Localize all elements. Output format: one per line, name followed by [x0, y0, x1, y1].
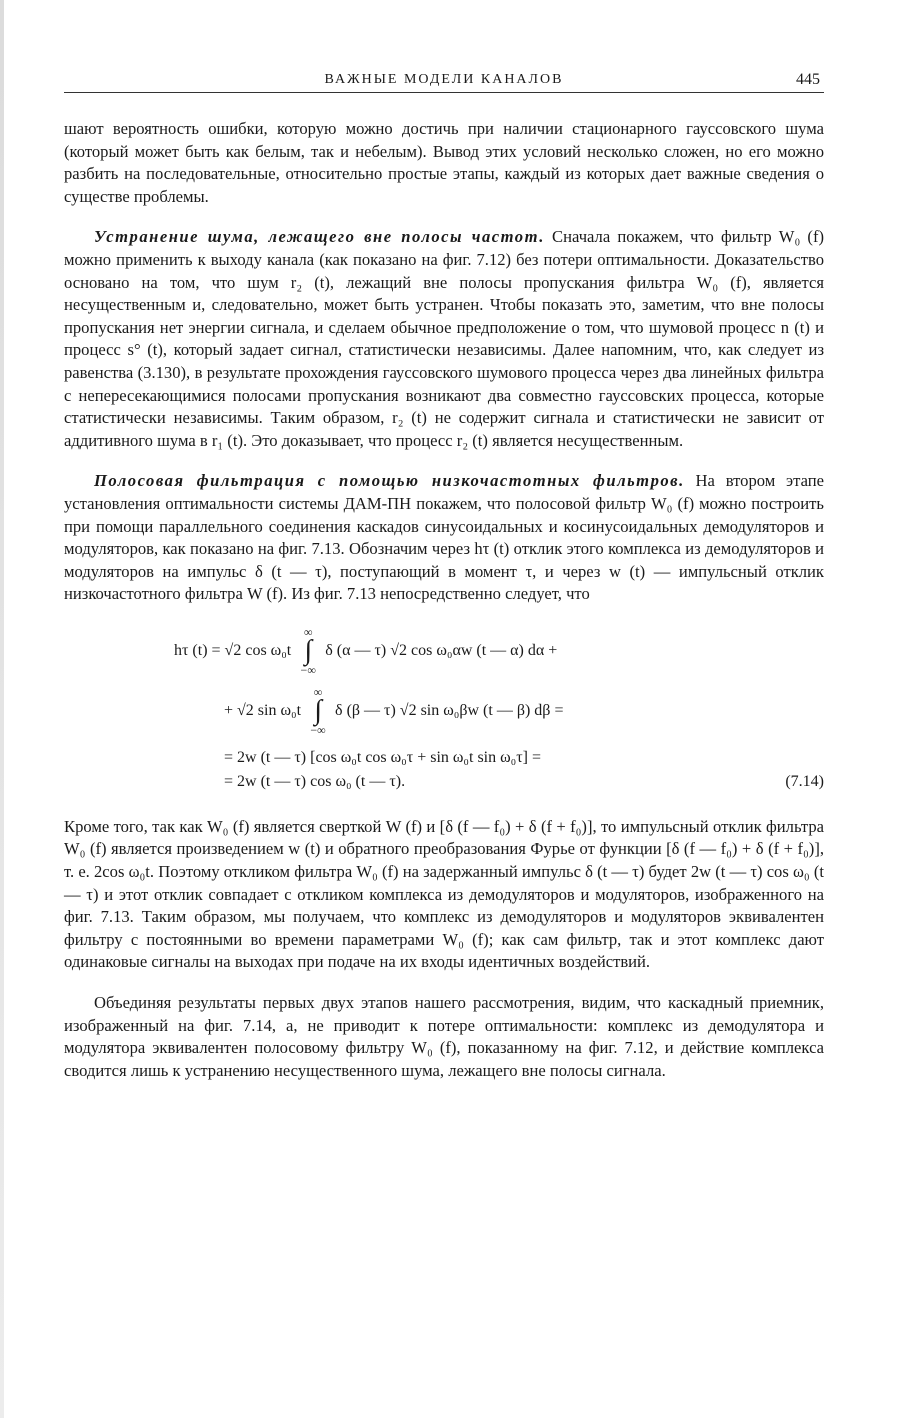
formula-line-2 [64, 686, 824, 736]
scan-edge-shade [0, 0, 4, 1418]
running-title: ВАЖНЫЕ МОДЕЛИ КАНАЛОВ [324, 72, 564, 87]
equation-7-14 [64, 626, 824, 794]
formula-line-4 [64, 770, 824, 794]
integral-lower-limit: −∞ [310, 722, 326, 737]
integral-sign [295, 626, 321, 676]
runin-heading-noise-removal: Устранение шума, лежащего вне полосы частот. [94, 227, 545, 247]
paragraph-continuation: шают вероятность ошибки, которую можно достичь при наличии стационарного гауссовского шума (который может быть как белым, так и небелым). Вывод этих условий несколько сложен, но его можно разбить на последовательные, относительно простые этапы, каждый из которых дает важные сведения о существе проблемы. [64, 119, 824, 206]
integral-upper-limit: ∞ [303, 624, 313, 639]
paragraph-conclusion: Объединяя результаты первых двух этапов нашего рассмотрения, видим, что каскадный приемник, изображенный на фиг. 7.14, а, не приводит к потере оптимальности: комплекс из демодулятора и модулятора эквивалентен полосовому фильтру W₀ (f), показанному на фиг. 7.12, и действие комплекса сводится лишь к устранению несущественного шума, лежащего вне полосы сигнала. [64, 993, 824, 1080]
formula-result: = 2w (t — τ) cos ω₀ (t — τ). [224, 772, 406, 790]
paragraph-bandpass-filtering [64, 470, 824, 606]
formula-line-3: = 2w (t — τ) [cos ω₀t cos ω₀τ + sin ω₀t sin ω₀τ] = [224, 748, 541, 766]
integral-symbol: ∫ [304, 634, 313, 666]
paragraph-convolution: Кроме того, так как W₀ (f) является сверткой W (f) и [δ (f — f₀) + δ (f + f₀)], то импульсный отклик фильтра W₀ (f) является произведением w (t) и обратного преобразования Фурье от функции [δ (f — f₀) + δ (f + f₀)], т. е. 2cos ω₀t. Поэтому откликом фильтра W₀ (f) на задержанный импульс δ (t — τ) будет 2w (t — τ) cos ω₀ (t — τ) и этот отклик совпадает с откликом комплекса из демодуляторов и модуляторов, изображенного на фиг. 7.13. Таким образом, мы получаем, что комплекс из демодуляторов и модуляторов эквивалентен фильтру с постоянными во времени параметрами W₀ (f); как сам фильтр, так и этот комплекс дают одинаковые сигналы на выходах при подаче на их входы идентичных воздействий. [64, 816, 824, 972]
integral-upper-limit: ∞ [313, 684, 323, 699]
formula-lhs: hτ (t) = √2 cos ω₀t [174, 641, 292, 659]
page-number: 445 [796, 71, 820, 88]
equation-number: (7.14) [785, 772, 824, 790]
formula-lhs: + √2 sin ω₀t [224, 701, 302, 719]
formula-integrand: δ (α — τ) √2 cos ω₀αw (t — α) dα + [325, 641, 558, 659]
formula-integrand: δ (β — τ) √2 sin ω₀βw (t — β) dβ = [335, 701, 564, 719]
formula-line-1 [64, 626, 824, 676]
paragraph-text: На втором этапе установления оптимальности системы ДАМ-ПН покажем, что полосовой фильтр W₀ (f) можно построить при помощи параллельного соединения каскадов синусоидальных и косинусоидальных демодуляторов и модуляторов, как показано на фиг. 7.13. Обозначим через hτ (t) отклик этого комплекса из демодуляторов и модуляторов на импульс δ (t — τ), поступающий в момент τ, и через w (t) — импульсный отклик низкочастотного фильтра W (f). Из фиг. 7.13 непосредственно следует, что [64, 471, 824, 604]
runin-heading-bandpass: Полосовая фильтрация с помощью низкочастотных фильтров. [94, 471, 685, 491]
integral-lower-limit: −∞ [300, 662, 316, 677]
paragraph-noise-removal [64, 226, 824, 452]
page-header [64, 72, 824, 93]
page-body [64, 118, 824, 1082]
integral-sign [305, 686, 331, 736]
integral-symbol: ∫ [314, 694, 322, 726]
paragraph-text: Сначала покажем, что фильтр W₀ (f) можно применить к выходу канала (как показано на фиг. 7.12) без потери оптимальности. Доказательство основано на том, что шум r₂ (t), лежащий вне полосы пропускания фильтра W₀ (f), является несущественным и, следовательно, может быть устранен. Чтобы показать это, заметим, что вне полосы пропускания нет энергии сигнала, и сделаем обычное предположение о том, что шумовой процесс n (t) и процесс s° (t), который задает сигнал, статистически независимы. Далее напомним, что, как следует из равенства (3.130), в результате прохождения гауссовского шумового процесса через два линейных фильтра с непересекающимися полосами пропускания возникают два совместно гауссовских процесса, которые статистически независимы. Таким образом, r₂ (t) не содержит сигнала и статистически не зависит от аддитивного шума в r₁ (t). Это доказывает, что процесс r₂ (t) является несущественным. [64, 227, 824, 450]
